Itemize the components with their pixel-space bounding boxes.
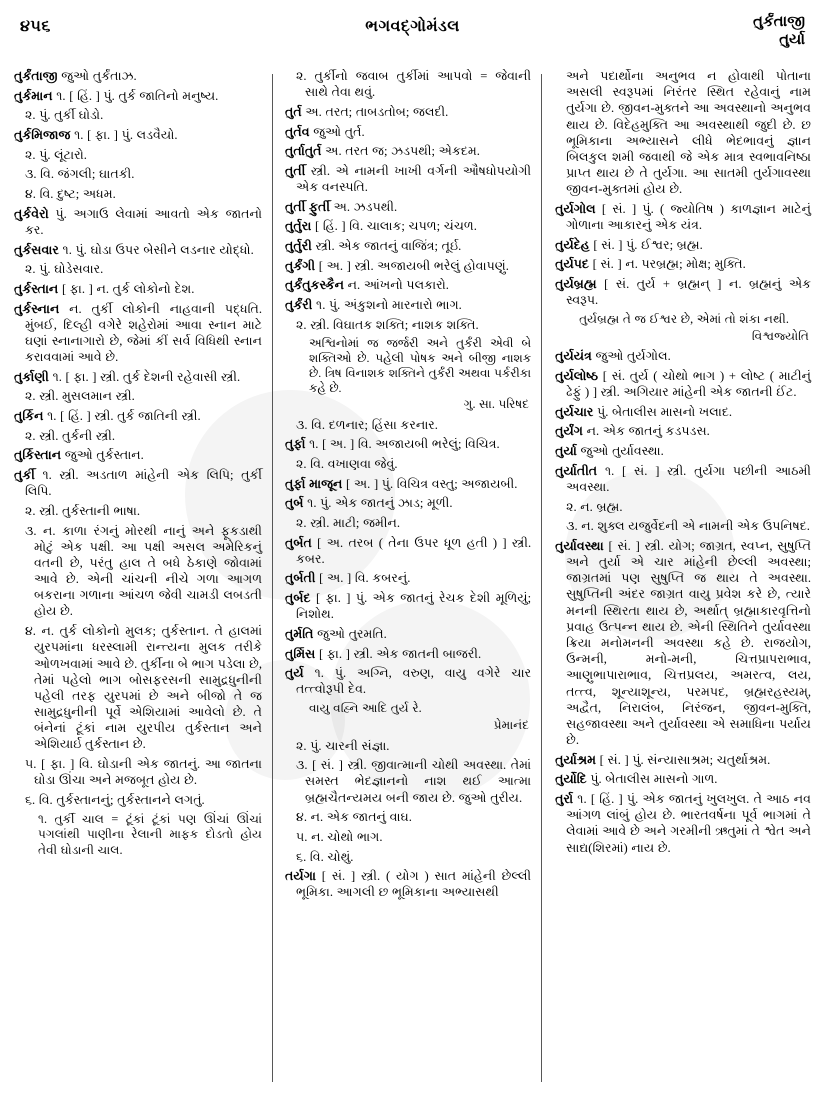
entry-headword: તુર્કી bbox=[14, 468, 35, 483]
dictionary-entry bbox=[555, 237, 811, 253]
entry-headword: તુર્યચાર bbox=[555, 404, 594, 419]
entry-definition-text: [ ફા. ] પું. એક જાતનું રેચક દેશી મૂળિયું; નિશોથ. bbox=[296, 591, 532, 622]
entry-definition-text: ૧. પું. ઘોડા ઉપર બેસીને લડનાર યોદ્ધો. bbox=[58, 242, 254, 257]
entry-headword: તર્યગા bbox=[285, 869, 316, 884]
entry-sense-line bbox=[14, 147, 262, 163]
entry-headword: તુર્ફા bbox=[285, 437, 306, 452]
dictionary-entry bbox=[285, 868, 531, 900]
dictionary-entry bbox=[285, 104, 531, 120]
running-head-first-word: તુર્કંતાજી bbox=[753, 14, 805, 30]
entry-headword: તુર્રા bbox=[555, 792, 574, 807]
dictionary-entry bbox=[14, 281, 262, 297]
entry-definition-text: જુઓ તુર્યગોલ. bbox=[591, 349, 671, 364]
entry-definition-text: [ સં. ] પું. ઈશ્વર; બ્રહ્મ. bbox=[589, 237, 703, 252]
entry-sense-line bbox=[285, 849, 531, 865]
dictionary-entry bbox=[555, 276, 811, 308]
entry-definition-text: જુઓ તુર્કસ્તાન. bbox=[61, 448, 144, 463]
entry-definition-text: ૧. [ હિં. ] સ્ત્રી. તુર્ક જાતિની સ્ત્રી. bbox=[43, 409, 201, 424]
entry-headword: તુર્તુરા bbox=[285, 219, 312, 234]
entry-definition-text: ૩. ન. કાળા રંગનું મોરથી નાનું અને ફૂકડાથી મોટું એક પક્ષી. આ પક્ષી અસલ અમેરિકનું વતની છે, પરંતુ હાલ તે બધે ઠેકાણે જોવામાં આવે છે. એની ચાંચની નીચે ગળા આગળ બકરાના ગળાના આંચળ જેવી ચામડી લબડતી હોય છે. bbox=[25, 523, 263, 619]
entry-sense-line bbox=[555, 518, 811, 534]
entry-headword: તુર્યા bbox=[555, 444, 577, 459]
entry-sense-line bbox=[285, 68, 531, 100]
dictionary-entry bbox=[555, 256, 811, 272]
dictionary-entry bbox=[285, 143, 531, 159]
dictionary-entry bbox=[285, 297, 531, 313]
entry-headword: તુર્ફા માજૂન bbox=[285, 476, 343, 491]
dictionary-entry bbox=[555, 538, 811, 748]
entry-sense-line bbox=[285, 718, 531, 734]
dictionary-entry bbox=[285, 570, 531, 586]
entry-sense-line bbox=[14, 792, 262, 808]
dictionary-entry bbox=[285, 590, 531, 622]
dictionary-entry bbox=[14, 242, 262, 258]
entry-headword: તુર્યોદિ bbox=[555, 772, 587, 787]
dictionary-entry bbox=[14, 369, 262, 385]
entry-definition-text: ૧. [ હિં. ] પું. તુર્ક જાતિનો મનુષ્ય. bbox=[52, 88, 219, 103]
entry-sense-line bbox=[14, 503, 262, 519]
entry-definition-text: જુઓ તુર્ત. bbox=[309, 124, 365, 139]
entry-sense-line bbox=[14, 166, 262, 182]
entry-sense-line bbox=[285, 738, 531, 754]
entry-headword: તુર્બદ bbox=[285, 591, 311, 606]
entry-sense-line bbox=[285, 397, 531, 413]
entry-headword: તુર્યાવસ્થા bbox=[555, 538, 604, 553]
entry-definition-text: ૫. [ ફા. ] વિ. ઘોડાની એક જાતનું. આ જાતના ઘોડા ઊંચા અને મજબૂત હોય છે. bbox=[25, 757, 263, 788]
entry-definition-text: અને પદાર્થોના અનુભવ ન હોવાથી પોતાના અસલી સ્વરૂપમાં નિરંતર સ્થિત રહેવાનું નામ તુર્યગા છે. જીવન-મુક્તને આ અવસ્થાનો અનુભવ થાય છે. વિદેહમુક્તિ આ અવસ્થાથી જુદી છે. છ ભૂમિકાના અભ્યાસને લીધે ભેદભાવનું જ્ઞાન બિલકુલ શમી જવાથી જે એક માત્ર સ્વભાવનિષ્ઠા પ્રાપ્ત થાય છે તે તુર્યગા. આ સાતમી તુર્યગાવસ્થા જીવન-મુક્તમાં હોય છે. bbox=[566, 69, 811, 197]
entry-headword: તુર્તાતુર્ત bbox=[285, 144, 322, 159]
entry-sense-line bbox=[14, 756, 262, 788]
entry-definition-text: ૨. સ્ત્રી. વિઘાતક શક્તિ; નાશક શક્તિ. bbox=[296, 317, 479, 332]
entry-headword: તુર્યાતીત bbox=[555, 463, 598, 478]
dictionary-entry bbox=[14, 408, 262, 424]
page-header bbox=[14, 12, 811, 68]
entry-headword: તુર્યપદ bbox=[555, 257, 589, 272]
entry-sense-line bbox=[285, 336, 531, 396]
entry-sense-line bbox=[555, 68, 811, 197]
dictionary-entry bbox=[14, 447, 262, 463]
entry-definition-text: [ હિં. ] વિ. ચાલાક; ચપળ; ચંચળ. bbox=[311, 219, 477, 234]
entry-definition-text: ૧. [ ફા. ] પું. લડવૈયો. bbox=[70, 128, 178, 143]
dictionary-entry bbox=[285, 665, 531, 697]
entry-sense-line bbox=[555, 312, 811, 328]
dictionary-entry bbox=[14, 206, 262, 238]
entry-definition-text: પું. બેતાલીસ માસનો ખલાદ. bbox=[593, 404, 733, 419]
entry-definition-text: ૪. ન. એક જાતનું વાઘ. bbox=[296, 810, 412, 825]
entry-headword: તુર્યાશ્રમ bbox=[555, 752, 596, 767]
running-head-group bbox=[753, 14, 805, 49]
dictionary-entry bbox=[555, 368, 811, 400]
folio-number: ૪૫૬ bbox=[20, 18, 51, 35]
column-left bbox=[14, 68, 272, 1086]
entry-sense-line bbox=[285, 757, 531, 806]
entry-headword: તુર્તુરી bbox=[285, 239, 312, 254]
dictionary-entry bbox=[555, 463, 811, 495]
entry-sense-line bbox=[14, 812, 262, 859]
entry-definition-text: ૪. ન. તુર્ક લોકોનો મુલક; તુર્કસ્તાન. તે હાલમાં યુરપમાંના ધરસ્લામી રાન્ત્યના મુલક તરીકે ઓળખવામાં આવે છે. તુર્કીના બે ભાગ પડેલા છે, તેમાં પહેલો ભાગ બોસફરસની સામુદ્રધુનીની પહેલી તરફ યુરપમાં છે અને બીજો તે જ સામુદ્રધુનીની પૂર્વે એશિયામાં આવેલો છે. તે બંનેનાં ટૂંકાં નામ યુરપીય તુર્કસ્તાન અને એશિયાર્ઇ તુર્કસ્તાન છે. bbox=[25, 624, 263, 752]
entry-headword: તુર્બત bbox=[285, 535, 312, 550]
entry-definition-text: વાયુ વહ્નિ આદિ તુર્ય રે. bbox=[309, 701, 422, 716]
entry-headword: તુર્મિસ bbox=[285, 646, 316, 661]
entry-definition-text: ૨. સ્ત્રી. મુસલમાન સ્ત્રી. bbox=[25, 389, 135, 404]
entry-sense-line bbox=[285, 809, 531, 825]
entry-definition-text: ૬. વિ. ચોથું. bbox=[296, 849, 354, 864]
entry-definition-text: ૨. ન. બ્રહ્મ. bbox=[566, 499, 623, 514]
entry-definition-text: વિશ્વજ્યોતિ bbox=[751, 329, 809, 344]
dictionary-entry bbox=[285, 495, 531, 511]
entry-definition-text: ૧. તુર્કી ચાલ = ટૂંકાં ટૂંકાં પણ ઊંચાં ઊંચાં પગલાંથી પાણીના રેલાની માફક દોડતો હોય તેવી ઘોડાની ચાલ. bbox=[38, 811, 263, 857]
entry-definition-text: ૧. પું. અંકુશનો મારનારો ભાગ. bbox=[312, 298, 462, 313]
entry-definition-text: ૩. [ સં. ] સ્ત્રી. જીવાત્માની ચોથી અવસ્થા. તેમાં સમસ્ત ભેદજ્ઞાનનો નાશ થઈ આત્મા બ્રહ્મચૈતન્યમય બની જાય છે. જુઓ તુરીય. bbox=[296, 758, 532, 805]
entry-headword: તુર્કમિજાજ bbox=[14, 128, 71, 143]
entry-definition-text: ૩. ન. શુક્લ યજુર્વેદની એ નામની એક ઉપનિષદ. bbox=[566, 519, 810, 534]
dictionary-entry bbox=[555, 201, 811, 233]
entry-sense-line bbox=[14, 107, 262, 123]
dictionary-entry bbox=[285, 124, 531, 140]
entry-headword: તુર્ત bbox=[285, 104, 302, 119]
entry-headword: તુર્તી bbox=[285, 163, 306, 178]
entry-definition-text: ૧. પું. એક જાતનું ઝાડ; મૂળી. bbox=[303, 496, 453, 511]
entry-definition-text: સ્ત્રી. એક જાતનું વાજિંત્ર; તૂર્ઇ. bbox=[311, 239, 462, 254]
entry-definition-text: ૨. પું. ચારની સંજ્ઞા. bbox=[296, 738, 390, 753]
entry-definition-text: જુઓ તુર્કંતાઝ. bbox=[57, 69, 137, 83]
entry-definition-text: ૨. સ્ત્રી. માટી; જમીન. bbox=[296, 515, 401, 530]
entry-definition-text: [ સં. ] પું. ( જ્યોતિષ ) કાળજ્ઞાન માટેનું ગોળાના આકારનું એક યંત્ર. bbox=[566, 201, 811, 233]
dictionary-entry bbox=[285, 476, 531, 492]
entry-headword: તુર્તવ bbox=[285, 124, 310, 139]
entry-definition-text: ૨. વિ. વખાણવા જેવું. bbox=[296, 456, 398, 471]
dictionary-entry bbox=[285, 277, 531, 293]
entry-sense-line bbox=[555, 329, 811, 345]
entry-definition-text: અ. તરત; તાબડતોબ; જલદી. bbox=[301, 104, 449, 119]
entry-definition-text: ન. આંખનો પલકારો. bbox=[344, 278, 449, 293]
entry-definition-text: [ સં. તુર્ય + બ્રહ્મન્ ] ન. બ્રહ્મનું એક સ્વરૂપ. bbox=[566, 277, 811, 308]
entry-definition-text: [ સં. ] ન. પરબ્રહ્મ; મોક્ષ; મુક્તિ. bbox=[588, 257, 746, 272]
entry-headword: તુર્કિસ્તાન bbox=[14, 448, 62, 463]
entry-headword: તુર્બતી bbox=[285, 571, 316, 586]
dictionary-entry bbox=[285, 646, 531, 662]
entry-sense-line bbox=[285, 456, 531, 472]
entry-definition-text: ૧. [ અ. ] વિ. અજાયબી ભરેલું; વિચિત્ર. bbox=[305, 437, 500, 452]
entry-definition-text: ગુ. સા. પરિષદ bbox=[463, 397, 530, 412]
entry-definition-text: અ. તરત જ; ઝડપથી; એકદમ. bbox=[321, 144, 480, 159]
entry-definition-text: ૧. [ સં. ] સ્ત્રી. તુર્યગા પછીની આઠમી અવસ્થા. bbox=[566, 463, 811, 494]
dictionary-entry bbox=[285, 535, 531, 567]
entry-definition-text: ૩. વિ. જંગલી; ઘાતકી. bbox=[25, 167, 135, 182]
entry-definition-text: ૨. તુર્કીનો જવાબ તુર્કીમાં આપવો = જેવાની સાથે તેવા થવું. bbox=[296, 69, 532, 100]
column-middle bbox=[273, 68, 541, 1086]
entry-sense-line bbox=[285, 829, 531, 845]
entry-sense-line bbox=[14, 261, 262, 277]
entry-headword: તુર્મતિ bbox=[285, 626, 314, 641]
entry-definition-text: અશ્વિનોમાં જ જર્જરી અને તુર્કંરી એવી બે શક્તિઓ છે. પહેલી પોષક અને બીજી નાશક છે. ત્રિષ વિનાશક શક્તિને તુર્કંરી અથવા પર્કરીકા કહે છે. bbox=[309, 336, 532, 396]
dictionary-entry bbox=[555, 423, 811, 439]
dictionary-entry bbox=[555, 752, 811, 768]
entry-definition-text: ૨. સ્ત્રી. તુર્કની સ્ત્રી. bbox=[25, 428, 116, 443]
book-title: ભગવદ્ગોમંડલ bbox=[365, 18, 460, 35]
entry-definition-text: [ સં. તુર્ય ( ચોથો ભાગ ) + લોષ્ટ ( માટીનું ઢેફું ) ] સ્ત્રી. અગિયાર માંહેની એક જાતની ઈંટ. bbox=[566, 368, 811, 400]
entry-sense-line bbox=[14, 428, 262, 444]
entry-headword: તુર્ય bbox=[285, 666, 304, 681]
entry-definition-text: ન. એક જાતનું કડપડસ. bbox=[582, 424, 710, 439]
column-right bbox=[542, 68, 811, 1086]
dictionary-entry bbox=[285, 163, 531, 195]
entry-definition-text: પ્રેમાનંદ bbox=[493, 718, 530, 733]
entry-headword: તુર્યલોષ્ઠ bbox=[555, 368, 599, 383]
dictionary-entry bbox=[555, 443, 811, 459]
entry-headword: તુર્યબ્રહ્મ bbox=[555, 277, 597, 292]
entry-definition-text: [ સં. ] પું. સંન્યાસાશ્રમ; ચતુર્થાશ્રમ. bbox=[596, 752, 771, 767]
entry-sense-line bbox=[555, 499, 811, 515]
entry-definition-text: ૫. ન. ચોથો ભાગ. bbox=[296, 829, 383, 844]
entry-definition-text: જુઓ તુર્યાવસ્થા. bbox=[576, 444, 664, 459]
entry-headword: તુર્કંતાજી bbox=[14, 69, 58, 83]
entry-definition-text: પું. અગાઉ લેવામાં આવતો એક જાતનો કર. bbox=[25, 206, 263, 237]
entry-headword: તુર્કંતુકસ્કૈન bbox=[285, 278, 345, 293]
entry-sense-line bbox=[285, 701, 531, 717]
entry-headword: તુર્કંરી bbox=[285, 298, 313, 313]
dictionary-entry bbox=[285, 436, 531, 452]
entry-definition-text: [ સં. ] સ્ત્રી. ( યોગ ) સાત માંહેની છેલ્લી ભૂમિકા. આગલી છ ભૂમિકાના અભ્યાસથી bbox=[296, 869, 532, 900]
entry-headword: તુર્કસ્તાન bbox=[14, 281, 59, 296]
entry-definition-text: [ અ. ] વિ. કબરનું. bbox=[315, 571, 411, 586]
entry-headword: તુર્યંગ bbox=[555, 424, 583, 439]
entry-headword: તુર્યયંત્ર bbox=[555, 349, 592, 364]
entry-headword: તુર્યદેહ bbox=[555, 237, 590, 252]
dictionary-entry bbox=[285, 626, 531, 642]
entry-definition-text: ન. તુર્કી લોકોની નાહવાની પદ્ધતિ. મુંબઈ, દિલ્હી વગેરે શહેરોમાં આવા સ્નાન માટે ઘણાં સ્નાનાગારો છે, જેમાં કીં સર્વ વિધિથી સ્નાન કરાવવામાં આવે છે. bbox=[25, 301, 263, 365]
entry-definition-text: અ. ઝડપથી. bbox=[329, 199, 398, 214]
entry-definition-text: ૪. વિ. દુષ્ટ; અધમ. bbox=[25, 187, 116, 202]
entry-headword: તુર્યગોલ bbox=[555, 201, 596, 216]
dictionary-entry bbox=[14, 68, 262, 84]
entry-definition-text: પું. બેતાલીસ માસનો ગાળ. bbox=[586, 772, 718, 787]
dictionary-entry bbox=[14, 127, 262, 143]
entry-definition-text: [ ફા. ] ન. તુર્ક લોકોનો દેશ. bbox=[58, 281, 195, 296]
entry-definition-text: [ સં. ] સ્ત્રી. યોગ; જાગ્રત, સ્વપ્ન, સુષુપ્તિ અને તુર્યા એ ચાર માંહેની છેલ્લી અવસ્થા; જાગ્રતમાં પણ સુષુપ્તિ જ થાય તે અવસ્થા. સુષુપ્તિની અંદર જાગ્રત વાયુ પ્રવેશ કરે છે, ત્યારે મનની સ્થિરતા થાય છે, અર્થાત્ બ્રહ્માકારવૃત્તિનો પ્રવાહ ઉત્પન્ન થાય છે. એની સ્થિતિને તુર્યાવસ્થા ક્રિયા મનોમનની અવસ્થા કહે છે. રાજયોગ, ઉન્મની, મનો-મની, ચિત્તપ્રાપરાભાવ, આણુભાપારાભાવ, ચિત્તપ્રલય, અમરત્વ, લય, તત્ત્વ, શૂન્યાશૂન્ય, પરમપદ, બ્રહ્મરહસ્યમ્, અદ્વૈત, નિરાલંબ, નિરંજન, જીવન-મુક્તિ, સહજાવસ્થા અને તુર્યાવસ્થા એ સમાધિના પર્યાય છે. bbox=[566, 538, 811, 748]
entry-headword: તુર્કાણી bbox=[14, 369, 49, 384]
entry-headword: તુર્કસ્નાન bbox=[14, 301, 60, 316]
entry-definition-text: ૧. સ્ત્રી. અડતાળ માંહેની એક લિપિ; તુર્કી લિપિ. bbox=[25, 468, 263, 499]
entry-definition-text: ૩. વિ. દળનાર; હિંસા કરનાર. bbox=[296, 417, 438, 432]
entry-headword: તુર્કમાન bbox=[14, 88, 53, 103]
entry-definition-text: ૨. સ્ત્રી. તુર્કસ્તાની ભાષા. bbox=[25, 503, 140, 518]
entry-definition-text: ૨. પું. લૂંટારો. bbox=[25, 147, 87, 162]
entry-definition-text: તુર્યબ્રહ્મ તે જ ઈશ્વર છે, એમાં તો શંકા નથી. bbox=[579, 311, 789, 326]
entry-sense-line bbox=[285, 317, 531, 333]
entry-definition-text: [ અ. ] પું. વિચિત્ર વસ્તુ; અજાયબી. bbox=[342, 476, 518, 491]
entry-headword: તુર્કસવાર bbox=[14, 242, 59, 257]
entry-definition-text: ૧. [ ફા. ] સ્ત્રી. તુર્ક દેશની રહેવાસી સ્ત્રી. bbox=[48, 369, 241, 384]
entry-headword: તુર્કંગી bbox=[285, 258, 316, 273]
dictionary-entry bbox=[14, 301, 262, 366]
dictionary-entry bbox=[285, 218, 531, 234]
entry-headword: તુર્તી ફુર્તી bbox=[285, 199, 330, 214]
entry-definition-text: સ્ત્રી. એ નામની ખાખી વર્ગની ઔષધોપયોગી એક વનસ્પતિ. bbox=[296, 163, 532, 195]
entry-sense-line bbox=[14, 523, 262, 620]
columns-container bbox=[14, 68, 811, 1086]
entry-headword: તુર્બ bbox=[285, 496, 304, 511]
dictionary-entry bbox=[555, 771, 811, 787]
entry-definition-text: [ અ. તરબ ( તેના ઉપર ધૂળ હતી ) ] સ્ત્રી. કબર. bbox=[296, 535, 532, 566]
entry-sense-line bbox=[14, 623, 262, 752]
entry-definition-text: ૬. વિ. તુર્કસ્તાનનું; તુર્કસ્તાનને લગતું. bbox=[25, 792, 205, 807]
dictionary-entry bbox=[285, 258, 531, 274]
entry-definition-text: [ ફા. ] સ્ત્રી. એક જાતની બાજરી. bbox=[315, 646, 482, 661]
entry-definition-text: ૧. પું. અગ્નિ, વરુણ, વાયુ વગેરે ચાર તત્ત્વોરૂપી દેવ. bbox=[296, 666, 532, 697]
dictionary-entry bbox=[555, 404, 811, 420]
entry-definition-text: [ અ. ] સ્ત્રી. અજાયબી ભરેલું હોવાપણું. bbox=[315, 258, 509, 273]
dictionary-entry bbox=[555, 791, 811, 856]
entry-sense-line bbox=[14, 388, 262, 404]
entry-definition-text: જુઓ તુરમતિ. bbox=[313, 626, 387, 641]
entry-definition-text: ૨. પું. તુર્કી ઘોડો. bbox=[25, 108, 104, 123]
dictionary-entry bbox=[285, 199, 531, 215]
entry-sense-line bbox=[14, 186, 262, 202]
dictionary-entry bbox=[555, 348, 811, 364]
entry-sense-line bbox=[285, 515, 531, 531]
entry-definition-text: ૧. [ હિં. ] પું. એક જાતનું ખુલખુલ. તે આઠ નવ આંગળ લાંબું હોય છે. ભારતવર્ષના પૂર્વ ભાગમાં તે લેવામાં આવે છે અને ગરમીની ઋતુમાં તે શ્વેત અને સાદ્ય(શિરમાં) નાય છે. bbox=[566, 792, 811, 855]
entry-headword: તુર્કવેરો bbox=[14, 206, 49, 221]
entry-definition-text: ૨. પું. ઘોડેસવાર. bbox=[25, 262, 104, 277]
entry-sense-line bbox=[285, 417, 531, 433]
dictionary-entry bbox=[14, 467, 262, 499]
running-head-last-word: તુર્યા bbox=[779, 31, 805, 48]
entry-headword: તુર્કિન bbox=[14, 409, 44, 424]
dictionary-entry bbox=[14, 88, 262, 104]
dictionary-entry bbox=[285, 238, 531, 254]
